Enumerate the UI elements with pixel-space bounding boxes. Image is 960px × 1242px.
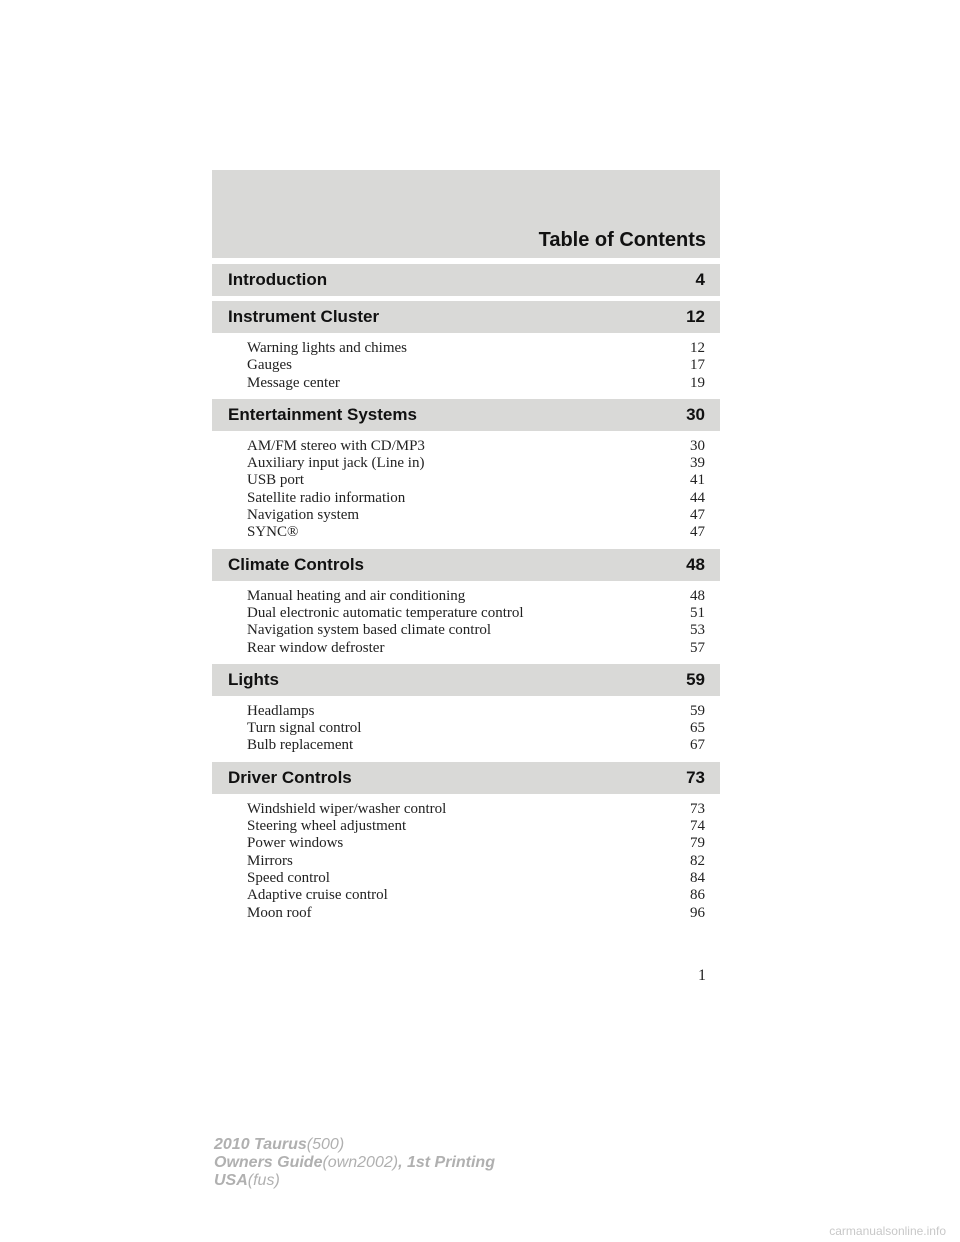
section-page: 59: [686, 669, 705, 689]
toc-entry[interactable]: [247, 737, 705, 754]
footer-printing: , 1st Printing: [398, 1154, 495, 1171]
toc-entry[interactable]: [247, 801, 705, 818]
entry-page: 65: [690, 720, 705, 737]
toc-entry[interactable]: [247, 357, 705, 374]
entry-label: Adaptive cruise control: [247, 887, 388, 904]
section-title: Driver Controls: [228, 767, 352, 787]
toc-entry[interactable]: [247, 438, 705, 455]
footer-print-info: [214, 1136, 495, 1190]
section-page: 12: [686, 307, 705, 326]
toc-entry[interactable]: [247, 375, 705, 392]
section-items: [212, 581, 720, 664]
entry-label: Rear window defroster: [247, 639, 385, 656]
page-number: 1: [698, 967, 706, 984]
entry-page: 79: [690, 835, 705, 852]
entry-label: Power windows: [247, 835, 344, 852]
toc-entry[interactable]: [247, 887, 705, 904]
toc-section: [212, 762, 720, 929]
entry-label: Steering wheel adjustment: [247, 818, 407, 835]
entry-page: 96: [690, 904, 705, 921]
toc-entry[interactable]: [247, 835, 705, 852]
table-of-contents: [212, 264, 720, 929]
toc-entry[interactable]: [247, 490, 705, 507]
entry-label: Moon roof: [247, 904, 312, 921]
entry-label: Turn signal control: [247, 720, 362, 737]
entry-page: 74: [690, 818, 705, 835]
entry-page: 12: [690, 340, 705, 356]
footer-market-code: (fus): [247, 1172, 280, 1189]
entry-label: Manual heating and air conditioning: [247, 587, 466, 604]
toc-entry[interactable]: [247, 507, 705, 524]
section-heading[interactable]: [212, 762, 720, 794]
toc-section: [212, 664, 720, 762]
section-page: 4: [695, 270, 705, 289]
entry-label: Mirrors: [247, 852, 293, 869]
toc-entry[interactable]: [247, 524, 705, 541]
toc-section: [212, 301, 720, 399]
entry-page: 39: [690, 455, 705, 472]
entry-label: SYNC®: [247, 524, 299, 541]
entry-label: AM/FM stereo with CD/MP3: [247, 437, 425, 454]
entry-label: Message center: [247, 374, 340, 391]
section-page: 30: [686, 404, 705, 424]
toc-section: [212, 399, 720, 549]
entry-label: Navigation system: [247, 507, 360, 524]
entry-page: 44: [690, 489, 705, 506]
toc-section: [212, 264, 720, 301]
entry-label: Dual electronic automatic temperature control: [247, 604, 524, 621]
entry-label: Auxiliary input jack (Line in): [247, 455, 425, 472]
entry-page: 82: [690, 852, 705, 869]
entry-label: Bulb replacement: [247, 737, 354, 754]
entry-label: Headlamps: [247, 702, 315, 719]
section-page: 73: [686, 767, 705, 787]
toc-section: [212, 549, 720, 664]
toc-entry[interactable]: [247, 472, 705, 489]
section-items: [212, 333, 720, 399]
entry-page: 48: [690, 587, 705, 604]
section-items: [212, 431, 720, 549]
footer-guide: Owners Guide: [214, 1154, 323, 1171]
toc-entry[interactable]: [247, 455, 705, 472]
section-heading[interactable]: [212, 549, 720, 581]
entry-page: 57: [690, 639, 705, 656]
section-items: [212, 794, 720, 929]
toc-entry[interactable]: [247, 720, 705, 737]
toc-entry[interactable]: [247, 905, 705, 922]
toc-entry[interactable]: [247, 818, 705, 835]
section-items: [212, 696, 720, 762]
section-title: Instrument Cluster: [228, 307, 380, 326]
entry-label: Gauges: [247, 357, 292, 374]
toc-header-bar: [212, 170, 720, 258]
entry-label: Navigation system based climate control: [247, 622, 492, 639]
entry-page: 53: [690, 622, 705, 639]
section-title: Entertainment Systems: [228, 404, 417, 424]
entry-page: 30: [690, 437, 705, 454]
entry-label: Warning lights and chimes: [247, 340, 408, 356]
entry-page: 67: [690, 737, 705, 754]
entry-page: 59: [690, 702, 705, 719]
toc-entry[interactable]: [247, 640, 705, 657]
toc-entry[interactable]: [247, 340, 705, 357]
section-title: Introduction: [228, 270, 328, 289]
footer-model: 2010 Taurus: [214, 1136, 307, 1153]
entry-label: Speed control: [247, 869, 330, 886]
toc-entry[interactable]: [247, 853, 705, 870]
section-heading[interactable]: [212, 399, 720, 431]
toc-entry[interactable]: [247, 870, 705, 887]
entry-page: 19: [690, 374, 705, 391]
toc-entry[interactable]: [247, 622, 705, 639]
section-heading[interactable]: [212, 301, 720, 333]
entry-label: Windshield wiper/washer control: [247, 800, 447, 817]
entry-label: Satellite radio information: [247, 489, 406, 506]
entry-page: 73: [690, 800, 705, 817]
toc-entry[interactable]: [247, 605, 705, 622]
watermark: carmanualsonline.info: [829, 1224, 946, 1238]
section-heading[interactable]: [212, 264, 720, 296]
entry-page: 51: [690, 604, 705, 621]
page-title: Table of Contents: [538, 229, 706, 251]
entry-page: 47: [690, 507, 705, 524]
entry-page: 86: [690, 887, 705, 904]
footer-model-code: (500): [306, 1136, 345, 1153]
entry-page: 84: [690, 869, 705, 886]
entry-page: 17: [690, 357, 705, 374]
section-heading[interactable]: [212, 664, 720, 696]
section-title: Lights: [228, 669, 279, 689]
section-page: 48: [686, 554, 705, 574]
entry-label: USB port: [247, 472, 305, 489]
entry-page: 41: [690, 472, 705, 489]
section-title: Climate Controls: [228, 554, 365, 574]
entry-page: 47: [690, 524, 705, 541]
footer-guide-code: (own2002): [322, 1154, 399, 1171]
toc-entry[interactable]: [247, 703, 705, 720]
footer-market: USA: [214, 1172, 248, 1189]
toc-entry[interactable]: [247, 588, 705, 605]
